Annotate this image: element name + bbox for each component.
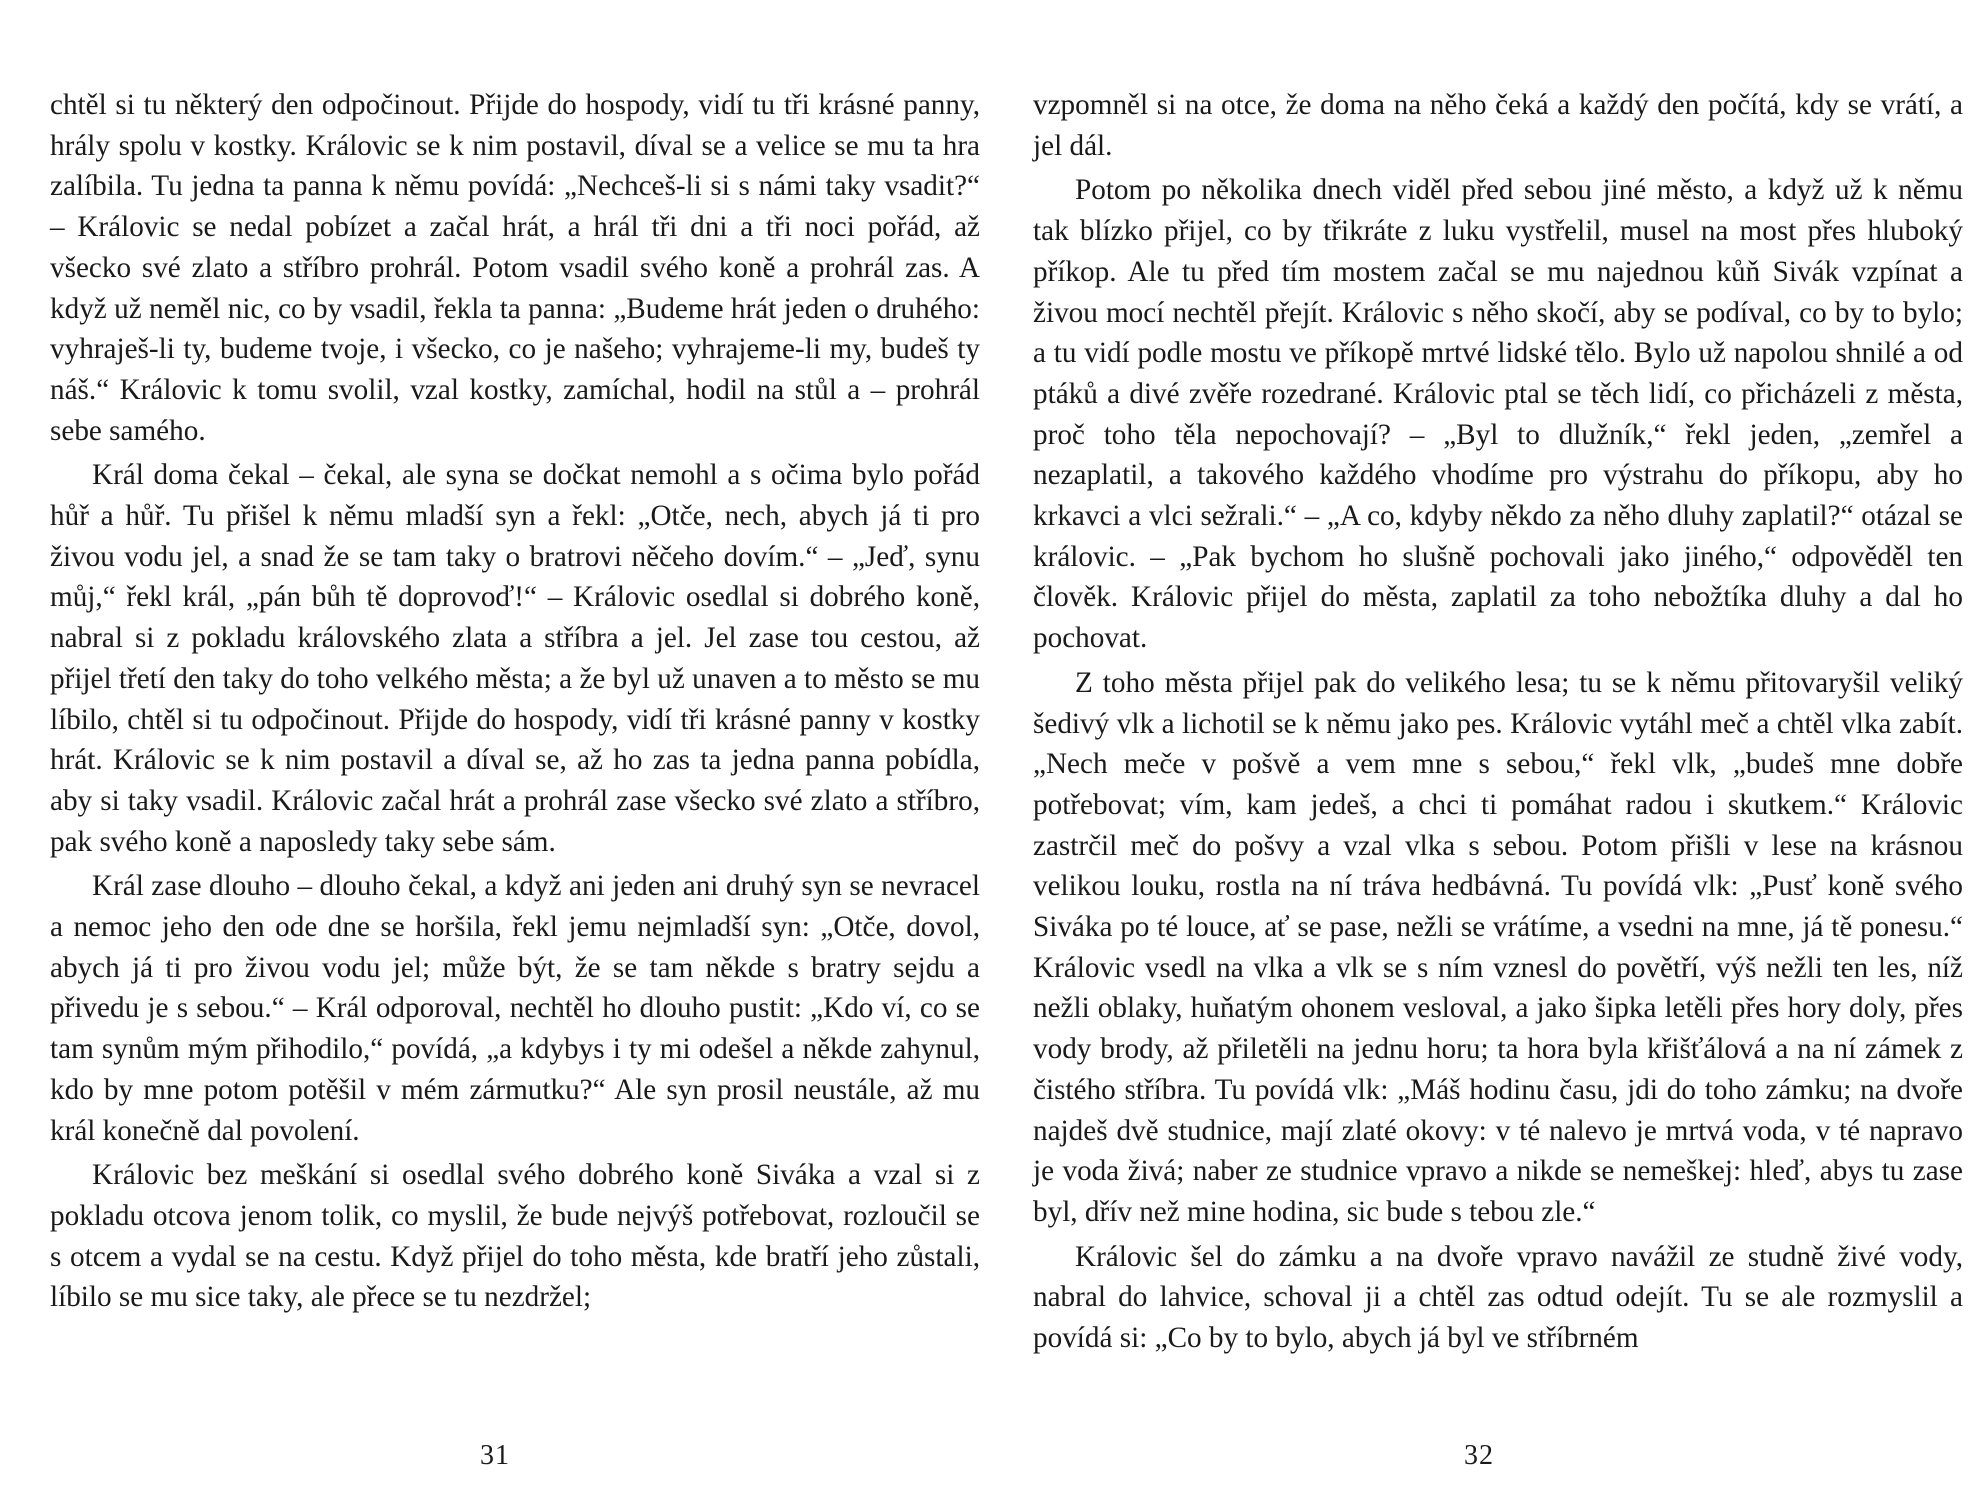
paragraph: Z toho města přijel pak do velikého lesa; tu se k němu přitovaryšil veliký šedivý vlk a lichotil se k němu jako pes. Královic vytáhl meč a chtěl vlka zabít. „Nech meče v pošvě a vem mne s sebou,“ řekl vlk, „budeš mne dobře potřebovat; vím, kam jedeš, a chci ti pomáhat radou i skutkem.“ Královic zastrčil meč do pošvy a vzal vlka s sebou. Potom přišli v lese na krásnou velikou louku, rostla na ní tráva hedbávná. Tu povídá vlk: „Pusť koně svého Siváka po té louce, ať se pase, nežli se vrátíme, a vsedni na mne, já tě ponesu.“ Královic vsedl na vlka a vlk se s ním vznesl do povětří, výš nežli ten les, níž nežli oblaky, huňatým ohonem vesloval, a jako šipka letěli přes hory doly, přes vody brody, až přiletěli na jednu horu; ta hora byla křišťálová a na ní zámek z čistého stříbra. Tu povídá vlk: „Máš hodinu času, jdi do toho zámku; na dvoře najdeš dvě studnice, mají zlaté okovy: v té nalevo je mrtvá voda, v té napravo je voda živá; naber ze studnice vpravo a nikde se nemeškej: hleď, abys tu zase byl, dřív než mine hodina, sic bude s tebou zle.“ [1033, 666, 1963, 1228]
paragraph: Král zase dlouho – dlouho čekal, a když ani jeden ani druhý syn se nevracel a nemoc jeho den ode dne se horšila, řekl jemu nejmladší syn: „Otče, dovol, abych já ti pro živou vodu jel; může být, že se tam někde s bratry sejdu a přivedu je s sebou.“ – Král odporoval, nechtěl ho dlouho pustit: „Kdo ví, co se tam synům mým přihodilo,“ povídá, „a kdybys i ty mi odešel a někde zahynul, kdo by mne potom potěšil v mém zármutku?“ Ale syn prosil neustále, až mu král konečně dal povolení. [50, 870, 980, 1147]
paragraph: Královic bez meškání si osedlal svého dobrého koně Siváka a vzal si z pokladu otcova jenom tolik, co myslil, že bude nejvýš potřebovat, rozloučil se s otcem a vydal se na cestu. Když přijel do toho města, kde bratří jeho zůstali, líbilo se mu sice taky, ale přece se tu nezdržel; [50, 1159, 980, 1314]
right-page [1033, 85, 1963, 1363]
paragraph: Královic šel do zámku a na dvoře vpravo navážil ze studně živé vody, nabral do lahvice, schoval ji a chtěl zas odtud odejít. Tu se ale rozmyslil a povídá si: „Co by to bylo, abych já byl ve stříbrném [1033, 1240, 1963, 1355]
page-number-right: 32 [1464, 1440, 1494, 1471]
paragraph: vzpomněl si na otce, že doma na něho čeká a každý den počítá, kdy se vrátí, a jel dál. [1033, 89, 1963, 162]
paragraph: chtěl si tu některý den odpočinout. Přijde do hospody, vidí tu tři krásné panny, hrály spolu v kostky. Královic se k nim postavil, díval se a velice se mu ta hra zalíbila. Tu jedna ta panna k němu povídá: „Nechceš-li si s námi taky vsadit?“ – Královic se nedal pobízet a začal hrát, a hrál tři dni a tři noci pořád, až všecko své zlato a stříbro prohrál. Potom vsadil svého koně a prohrál zas. A když už neměl nic, co by vsadil, řekla ta panna: „Budeme hrát jeden o druhého: vyhraješ-li ty, budeme tvoje, i všecko, co je našeho; vyhrajeme-li my, budeš ty náš.“ Královic k tomu svolil, vzal kostky, zamíchal, hodil na stůl a – prohrál sebe samého. [50, 89, 980, 447]
page-number-left: 31 [480, 1440, 510, 1471]
left-page [50, 85, 980, 1322]
paragraph: Král doma čekal – čekal, ale syna se dočkat nemohl a s očima bylo pořád hůř a hůř. Tu přišel k němu mladší syn a řekl: „Otče, nech, abych já ti pro živou vodu jel, a snad že se tam taky o bratrovi něčeho dovím.“ – „Jeď, synu můj,“ řekl král, „pán bůh tě doprovoď!“ – Královic osedlal si dobrého koně, nabral si z pokladu královského zlata a stříbra a jel. Jel zase tou cestou, až přijel třetí den taky do toho velkého města; a že byl už unaven a to město se mu líbilo, chtěl si tu odpočinout. Přijde do hospody, vidí tři krásné panny v kostky hrát. Královic se k nim postavil a díval se, až ho zas ta jedna panna pobídla, aby si taky vsadil. Královic začal hrát a prohrál zase všecko své zlato a stříbro, pak svého koně a naposledy taky sebe sám. [50, 459, 980, 858]
paragraph: Potom po několika dnech viděl před sebou jiné město, a když už k němu tak blízko přijel, co by třikráte z luku vystřelil, musel na most přes hluboký příkop. Ale tu před tím mostem začal se mu najednou kůň Sivák vzpínat a živou mocí nechtěl přejít. Královic s něho skočí, aby se podíval, co by to bylo; a tu vidí podle mostu ve příkopě mrtvé lidské tělo. Bylo už napolou shnilé a od ptáků a divé zvěře rozedrané. Královic ptal se těch lidí, co přicházeli z města, proč toho těla nepochovají? – „Byl to dlužník,“ řekl jeden, „zemřel a nezaplatil, a takového každého vhodíme pro výstrahu do příkopu, aby ho krkavci a vlci sežrali.“ – „A co, kdyby někdo za něho dluhy zaplatil?“ otázal se královic. – „Pak bychom ho slušně pochovali jako jiného,“ odpověděl ten člověk. Královic přijel do města, zaplatil za toho nebožtíka dluhy a dal ho pochovat. [1033, 174, 1963, 655]
